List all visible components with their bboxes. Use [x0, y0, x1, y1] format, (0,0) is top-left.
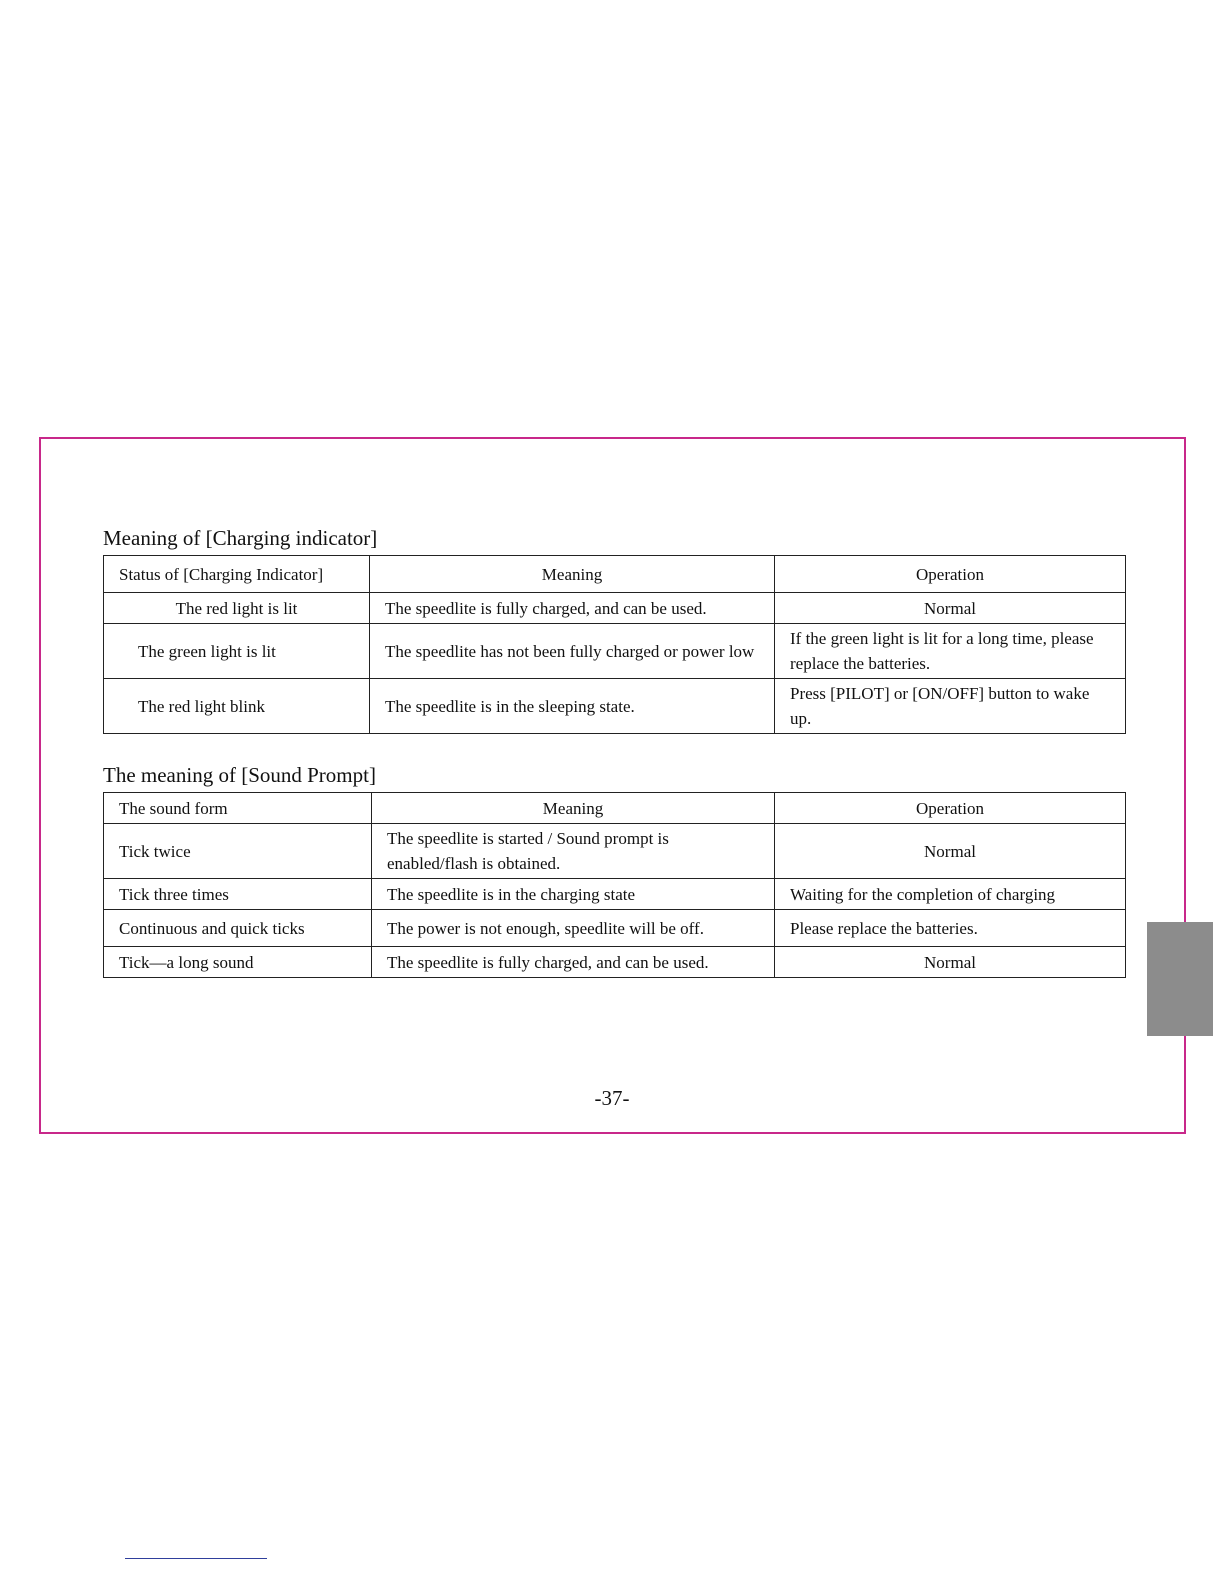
- table-header-row: [104, 556, 1126, 593]
- column-header: Meaning: [372, 793, 775, 824]
- table-cell: Continuous and quick ticks: [104, 910, 372, 947]
- table-cell: The red light blink: [104, 679, 370, 734]
- table-cell: Normal: [775, 824, 1126, 879]
- section-tab-marker: [1147, 922, 1213, 1036]
- table-cell: If the green light is lit for a long time, please replace the batteries.: [775, 624, 1126, 679]
- table-cell: The speedlite is in the charging state: [372, 879, 775, 910]
- table-cell: Press [PILOT] or [ON/OFF] button to wake up.: [775, 679, 1126, 734]
- column-header: Meaning: [370, 556, 775, 593]
- table-row: [104, 593, 1126, 624]
- table-cell: Tick—a long sound: [104, 947, 372, 978]
- table-row: [104, 624, 1126, 679]
- table-cell: The speedlite is fully charged, and can be used.: [370, 593, 775, 624]
- table-cell: Normal: [775, 593, 1126, 624]
- charging-indicator-table: [103, 555, 1126, 734]
- table-row: [104, 824, 1126, 879]
- table-cell: The power is not enough, speedlite will be off.: [372, 910, 775, 947]
- table-cell: The speedlite is started / Sound prompt is enabled/flash is obtained.: [372, 824, 775, 879]
- table-cell: Waiting for the completion of charging: [775, 879, 1126, 910]
- charging-section-title: Meaning of [Charging indicator]: [103, 526, 378, 550]
- table-cell: Tick twice: [104, 824, 372, 879]
- table-row: [104, 947, 1126, 978]
- table-row: [104, 679, 1126, 734]
- table-cell: The speedlite is fully charged, and can be used.: [372, 947, 775, 978]
- table-row: [104, 910, 1126, 947]
- table-cell: Tick three times: [104, 879, 372, 910]
- column-header: Operation: [775, 556, 1126, 593]
- table-cell: Please replace the batteries.: [775, 910, 1126, 947]
- table-cell: The red light is lit: [104, 593, 370, 624]
- table-cell: The speedlite is in the sleeping state.: [370, 679, 775, 734]
- table-cell: The green light is lit: [104, 624, 370, 679]
- column-header: Status of [Charging Indicator]: [104, 556, 370, 593]
- bottom-rule: [125, 1558, 267, 1559]
- page-number: -37-: [594, 1086, 630, 1110]
- column-header: Operation: [775, 793, 1126, 824]
- column-header: The sound form: [104, 793, 372, 824]
- table-header-row: [104, 793, 1126, 824]
- table-row: [104, 879, 1126, 910]
- table-cell: Normal: [775, 947, 1126, 978]
- sound-prompt-table: [103, 792, 1126, 978]
- sound-section-title: The meaning of [Sound Prompt]: [103, 763, 376, 787]
- table-cell: The speedlite has not been fully charged or power low: [370, 624, 775, 679]
